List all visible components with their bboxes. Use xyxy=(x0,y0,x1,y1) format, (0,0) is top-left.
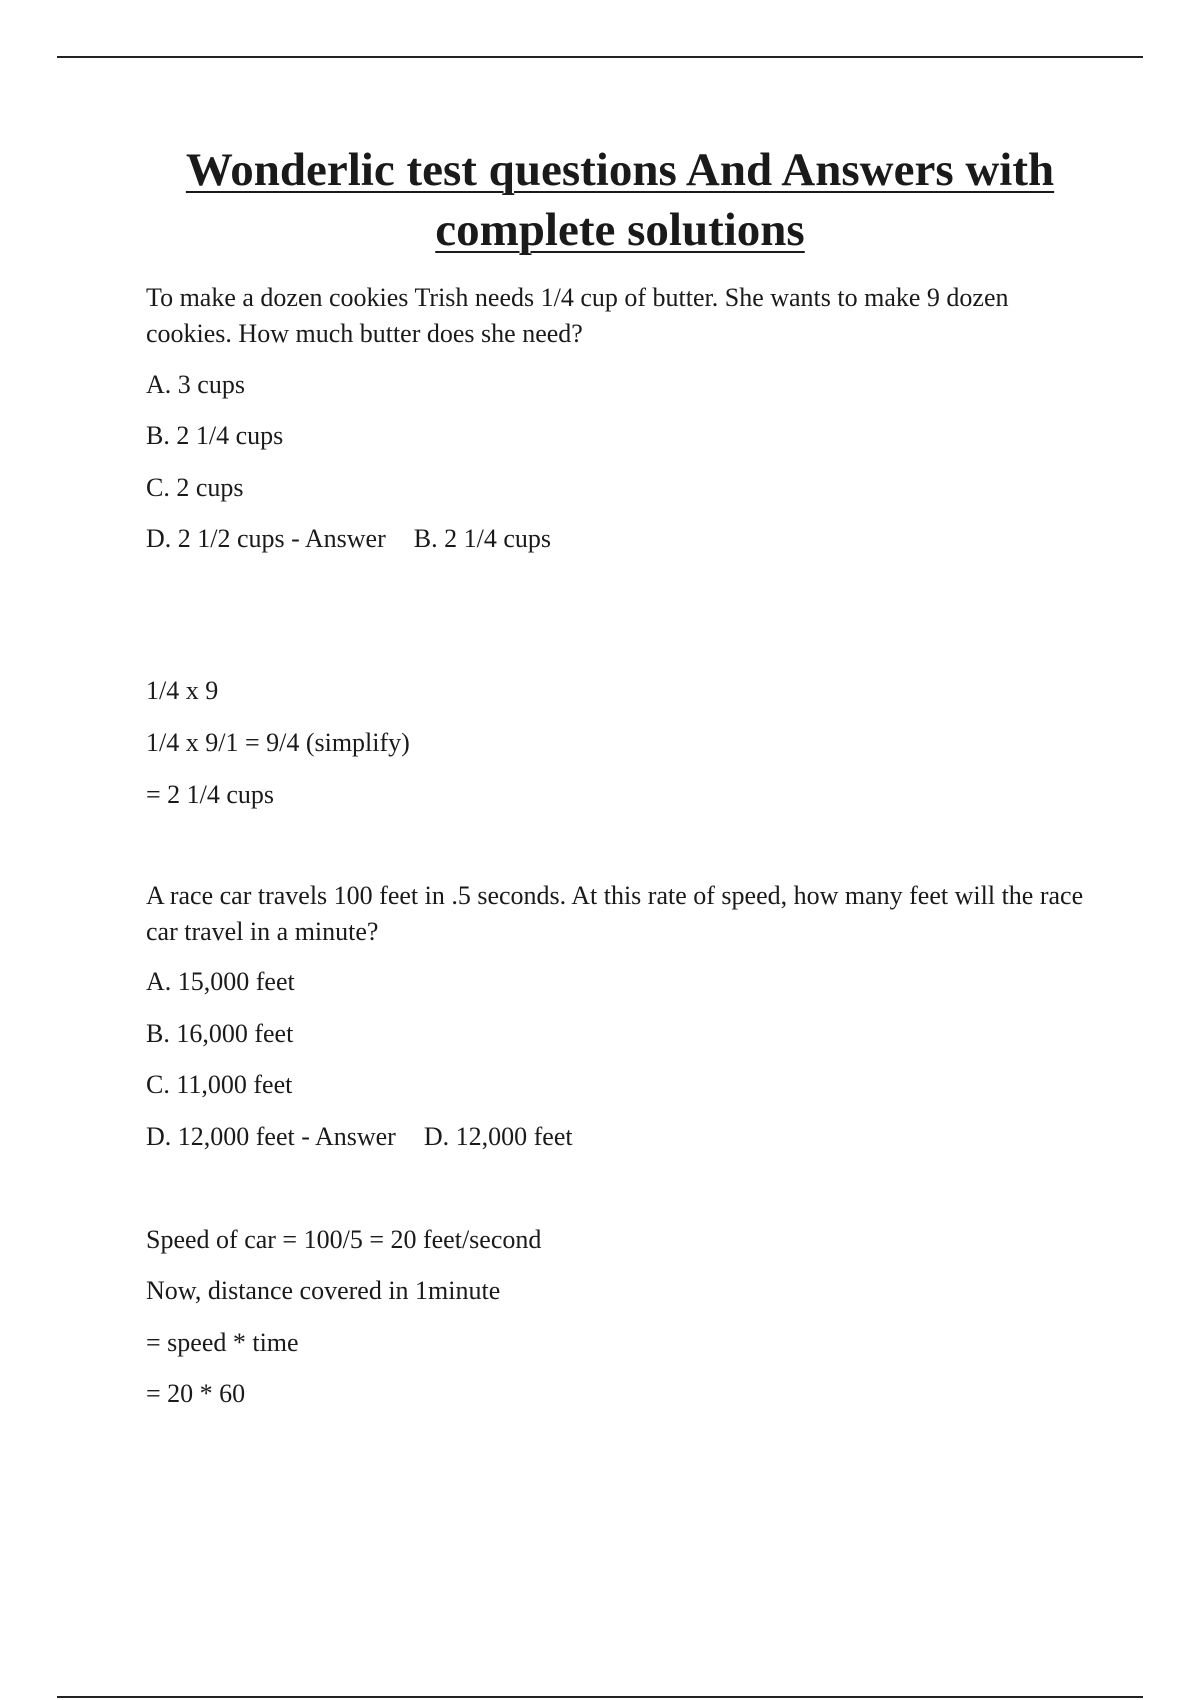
top-rule xyxy=(57,56,1143,58)
question-1-text: To make a dozen cookies Trish needs 1/4 cup of butter. She wants to make 9 dozen cookies. How much butter does she need? xyxy=(146,283,1009,348)
q2-answer: D. 12,000 feet xyxy=(423,1122,573,1151)
q1-solution-step-3: = 2 1/4 cups xyxy=(146,780,275,809)
q2-option-d: D. 12,000 feet - Answer xyxy=(146,1122,396,1151)
q1-solution-step-2: 1/4 x 9/1 = 9/4 (simplify) xyxy=(146,728,410,757)
q1-answer: B. 2 1/4 cups xyxy=(413,524,551,553)
q2-option-a: A. 15,000 feet xyxy=(146,967,295,996)
q1-option-c: C. 2 cups xyxy=(146,473,244,502)
q1-option-a: A. 3 cups xyxy=(146,370,245,399)
q2-solution-step-2: Now, distance covered in 1minute xyxy=(146,1276,501,1305)
q2-option-c: C. 11,000 feet xyxy=(146,1070,293,1099)
q2-solution-step-3: = speed * time xyxy=(146,1328,299,1357)
document-title: Wonderlic test questions And Answers with complete solutions xyxy=(185,144,1055,256)
q2-solution-step-4: = 20 * 60 xyxy=(146,1379,246,1408)
question-2-text: A race car travels 100 feet in .5 seconds. At this rate of speed, how many feet will the race car travel in a minute? xyxy=(146,881,1084,946)
q1-option-d: D. 2 1/2 cups - Answer xyxy=(146,524,386,553)
q1-option-b: B. 2 1/4 cups xyxy=(146,421,284,450)
q2-solution-step-1: Speed of car = 100/5 = 20 feet/second xyxy=(146,1225,542,1254)
bottom-rule xyxy=(57,1696,1143,1698)
q1-option-d-answer-line xyxy=(146,521,551,557)
q2-option-b: B. 16,000 feet xyxy=(146,1019,294,1048)
q2-option-d-answer-line xyxy=(146,1119,573,1155)
q1-solution-step-1: 1/4 x 9 xyxy=(146,676,219,705)
